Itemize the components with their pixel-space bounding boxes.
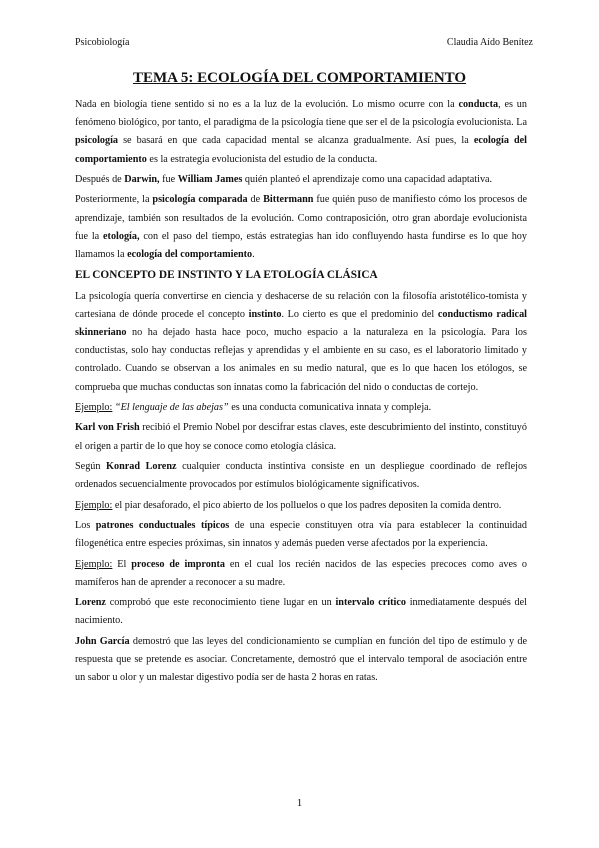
paragraph-critical-interval: Lorenz comprobó que este reconocimiento tiene lugar en un intervalo crítico inmediatamente después del nacimiento. [75, 597, 527, 627]
paragraph-garcia: John García demostró que las leyes del condicionamiento se cumplían en función del tipo de estímulo y de respuesta que se pretende es asociar. Concretamente, demostró que el intervalo temporal de asociación entre un sabor u olor y un malestar digestivo podía ser de hasta 2 horas en ratas. [75, 635, 527, 684]
paragraph-intro: Nada en biología tiene sentido si no es a la luz de la evolución. Lo mismo ocurre con la conducta, es un fenómeno biológico, por tanto, el paradigma de la psicología tiene que ser el de la psicología evolucionista. La psicología se basará en que cada capacidad mental se alcanza gradualmente. Así pues, la ecología del comportamiento es la estrategia evolucionista del estudio de la conducta. [75, 99, 527, 165]
paragraph-darwin: Después de Darwin, fue William James quién planteó el aprendizaje como una capacidad adaptativa. [75, 174, 493, 185]
paragraph-example-bees: Ejemplo: “El lenguaje de las abejas” es una conducta comunicativa innata y compleja. [75, 402, 432, 413]
paragraph-lorenz: Según Konrad Lorenz cualquier conducta instintiva consiste en un despliegue coordinado de reflejos ordenados secuencialmente provocados por estímulos biológicamente significativos. [75, 460, 528, 491]
paragraph-example-imprinting: Ejemplo: El proceso de impronta en el cual los recién nacidos de las especies precoces como aves o mamíferos han de aprender a reconocer a su madre. [75, 558, 527, 588]
paragraph-instinct: La psicología quería convertirse en ciencia y deshacerse de su relación con la filosofía aristotélico-tomista y cartesiana de dónde procede el concepto instinto. Lo cierto es que el predominio del conductismo radical skinneriano no ha dejado hasta hace poco, mucho espacio a la naturaleza en la psicología. Para los conductistas, solo hay conductas reflejas y aprendidas y el ambiente en su caso, es el laboratorio limitado y controlado. Cuando se observan a los animales en su medio natural, que es lo que hacen los etólogos, se comprueba que muchas conductas son innatas como la fabricación del nido o conductas de cortejo. [75, 290, 527, 393]
header-author: Claudia Aído Benítez [446, 37, 533, 48]
paragraph-comparative: Posteriormente, la psicología comparada de Bittermann fue quién puso de manifiesto cómo los procesos de aprendizaje, también son resultados de la evolución. Como contraposición, otro gran abordaje evolucionista fue la etología, con el paso del tiempo, estás estrategias han ido confluyendo hasta fundirse es lo que hoy llamamos la ecología del comportamiento. [75, 194, 527, 260]
paragraph-von-frish: Karl von Frish recibió el Premio Nobel por descifrar estas claves, este descubrimiento del instinto, constituyó el origen a partir de lo que hoy se conoce como etología clásica. [75, 422, 527, 452]
document-body [75, 96, 527, 690]
section-heading: EL CONCEPTO DE INSTINTO Y LA ETOLOGÍA CLÁSICA [75, 269, 378, 282]
page-number: 1 [296, 797, 303, 809]
page-title: TEMA 5: ECOLOGÍA DEL COMPORTAMIENTO [132, 70, 467, 86]
paragraph-patterns: Los patrones conductuales típicos de una especie constituyen otra vía para establecer la continuidad filogenética entre especies próximas, sin innatos y además pueden verse afectados por la experiencia. [75, 519, 528, 550]
header-subject: Psicobiología [75, 37, 130, 48]
paragraph-example-chicks: Ejemplo: el piar desaforado, el pico abierto de los polluelos o que los padres depositen la comida dentro. [75, 499, 502, 511]
